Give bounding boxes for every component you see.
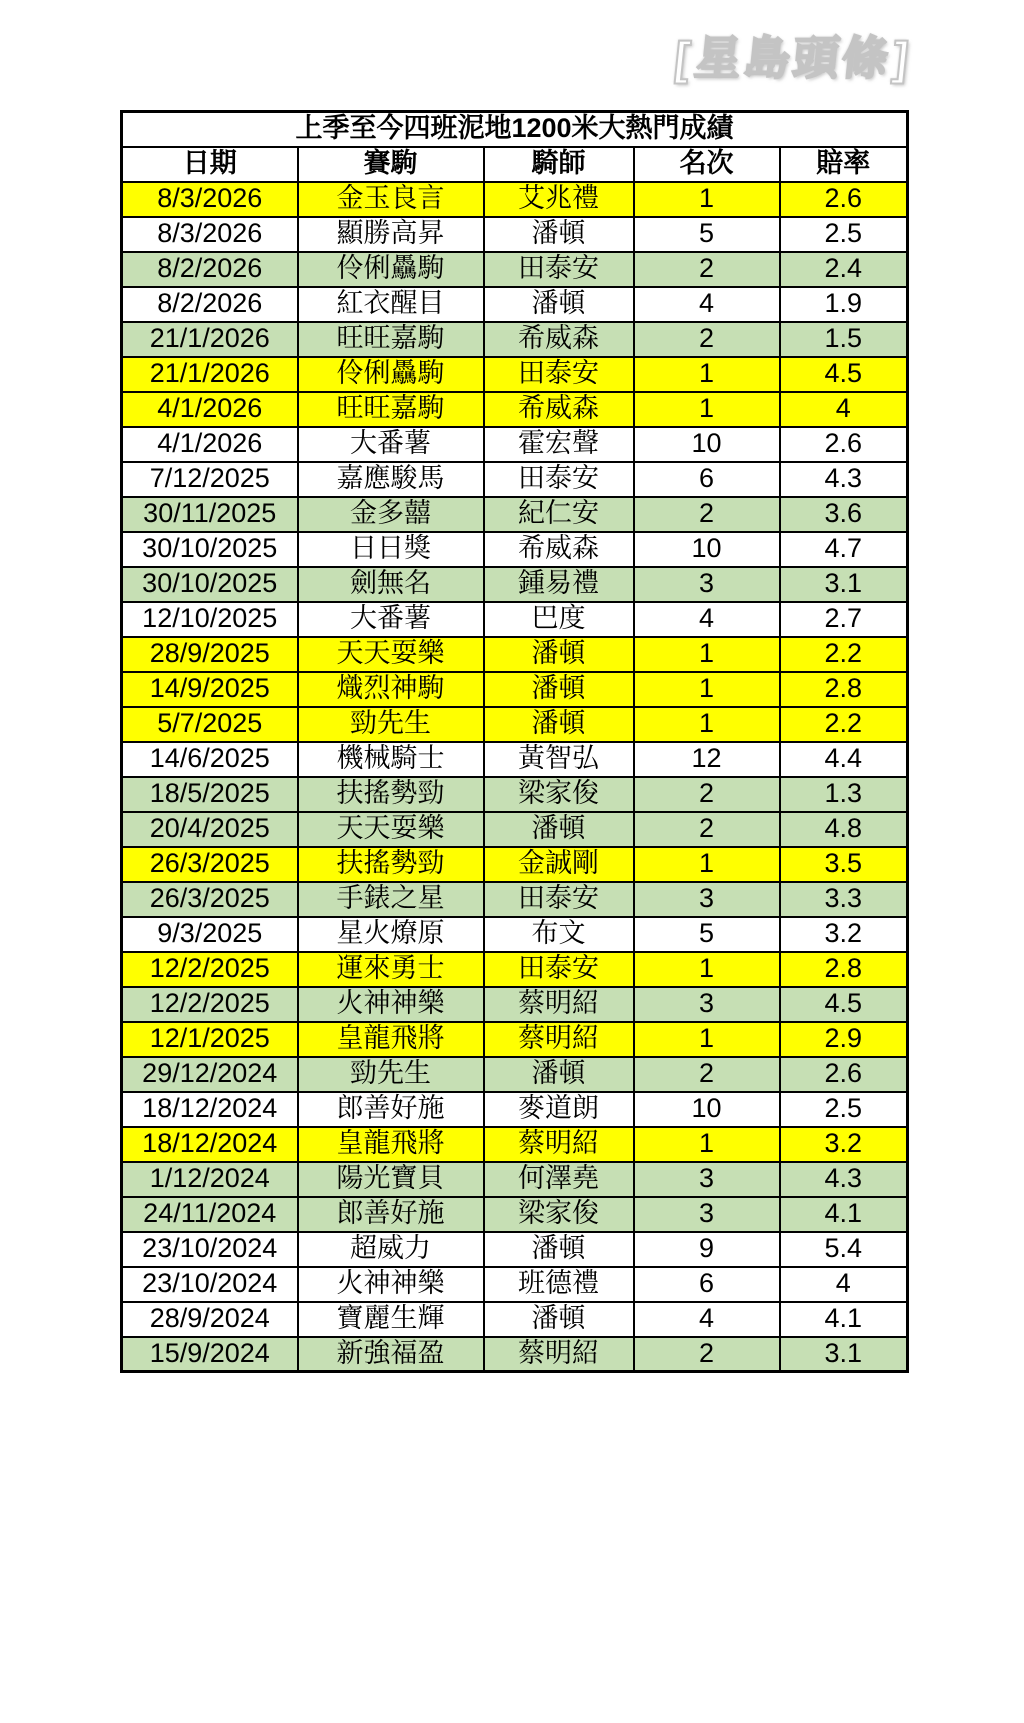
jockey-cell: 潘頓 [484,672,634,707]
odds-cell: 1.3 [780,777,908,812]
jockey-cell: 潘頓 [484,1057,634,1092]
table-row [122,1162,908,1197]
horse-cell: 皇龍飛將 [298,1022,484,1057]
position-cell: 1 [634,392,780,427]
table-row [122,1057,908,1092]
table-row [122,322,908,357]
jockey-cell: 巴度 [484,602,634,637]
jockey-cell: 何澤堯 [484,1162,634,1197]
date-cell: 1/12/2024 [122,1162,298,1197]
horse-cell: 熾烈神駒 [298,672,484,707]
date-cell: 18/12/2024 [122,1127,298,1162]
table-row [122,1022,908,1057]
column-header-date: 日期 [122,147,298,182]
odds-cell: 4.5 [780,987,908,1022]
column-header-position: 名次 [634,147,780,182]
table-row [122,812,908,847]
table-row [122,567,908,602]
results-table-body [122,182,908,1372]
date-cell: 18/12/2024 [122,1092,298,1127]
date-cell: 26/3/2025 [122,847,298,882]
position-cell: 1 [634,952,780,987]
jockey-cell: 蔡明紹 [484,1337,634,1372]
date-cell: 14/6/2025 [122,742,298,777]
jockey-cell: 艾兆禮 [484,182,634,217]
jockey-cell: 潘頓 [484,812,634,847]
odds-cell: 2.2 [780,637,908,672]
jockey-cell: 蔡明紹 [484,987,634,1022]
position-cell: 2 [634,812,780,847]
position-cell: 4 [634,602,780,637]
position-cell: 1 [634,637,780,672]
date-cell: 12/10/2025 [122,602,298,637]
horse-cell: 新強福盈 [298,1337,484,1372]
table-row [122,252,908,287]
table-row [122,357,908,392]
jockey-cell: 希威森 [484,532,634,567]
jockey-cell: 田泰安 [484,252,634,287]
date-cell: 30/11/2025 [122,497,298,532]
date-cell: 21/1/2026 [122,357,298,392]
position-cell: 5 [634,217,780,252]
position-cell: 2 [634,1057,780,1092]
position-cell: 2 [634,777,780,812]
table-row [122,847,908,882]
date-cell: 9/3/2025 [122,917,298,952]
jockey-cell: 田泰安 [484,882,634,917]
position-cell: 3 [634,987,780,1022]
jockey-cell: 潘頓 [484,1232,634,1267]
position-cell: 1 [634,1127,780,1162]
jockey-cell: 布文 [484,917,634,952]
position-cell: 2 [634,252,780,287]
date-cell: 8/3/2026 [122,217,298,252]
date-cell: 12/2/2025 [122,952,298,987]
jockey-cell: 田泰安 [484,357,634,392]
table-row [122,1127,908,1162]
odds-cell: 4 [780,392,908,427]
odds-cell: 2.2 [780,707,908,742]
position-cell: 4 [634,1302,780,1337]
odds-cell: 3.3 [780,882,908,917]
table-row [122,1232,908,1267]
table-row [122,637,908,672]
horse-cell: 天天耍樂 [298,637,484,672]
horse-cell: 日日獎 [298,532,484,567]
date-cell: 4/1/2026 [122,392,298,427]
jockey-cell: 金誠剛 [484,847,634,882]
horse-cell: 皇龍飛將 [298,1127,484,1162]
position-cell: 2 [634,497,780,532]
odds-cell: 3.2 [780,1127,908,1162]
horse-cell: 金多囍 [298,497,484,532]
position-cell: 3 [634,1197,780,1232]
odds-cell: 3.1 [780,1337,908,1372]
odds-cell: 4.5 [780,357,908,392]
date-cell: 29/12/2024 [122,1057,298,1092]
results-table [120,110,909,1373]
horse-cell: 星火燎原 [298,917,484,952]
odds-cell: 1.9 [780,287,908,322]
table-row [122,1092,908,1127]
odds-cell: 3.6 [780,497,908,532]
odds-cell: 4.8 [780,812,908,847]
date-cell: 5/7/2025 [122,707,298,742]
table-row [122,672,908,707]
position-cell: 6 [634,462,780,497]
table-row [122,497,908,532]
position-cell: 2 [634,1337,780,1372]
logo-left-bracket: [ [672,32,697,84]
odds-cell: 4 [780,1267,908,1302]
horse-cell: 陽光寶貝 [298,1162,484,1197]
date-cell: 26/3/2025 [122,882,298,917]
table-row [122,217,908,252]
jockey-cell: 梁家俊 [484,777,634,812]
date-cell: 21/1/2026 [122,322,298,357]
table-row [122,917,908,952]
date-cell: 23/10/2024 [122,1232,298,1267]
horse-cell: 火神神樂 [298,987,484,1022]
jockey-cell: 班德禮 [484,1267,634,1302]
horse-cell: 扶搖勢勁 [298,777,484,812]
position-cell: 10 [634,427,780,462]
position-cell: 3 [634,567,780,602]
table-title-row [122,112,908,147]
logo-right-bracket: ] [890,32,915,84]
horse-cell: 劍無名 [298,567,484,602]
position-cell: 10 [634,1092,780,1127]
horse-cell: 伶俐驫駒 [298,357,484,392]
date-cell: 8/2/2026 [122,252,298,287]
odds-cell: 4.1 [780,1197,908,1232]
position-cell: 1 [634,707,780,742]
odds-cell: 3.1 [780,567,908,602]
table-row [122,707,908,742]
date-cell: 28/9/2024 [122,1302,298,1337]
odds-cell: 2.6 [780,182,908,217]
horse-cell: 郎善好施 [298,1197,484,1232]
horse-cell: 紅衣醒目 [298,287,484,322]
jockey-cell: 希威森 [484,392,634,427]
date-cell: 7/12/2025 [122,462,298,497]
position-cell: 10 [634,532,780,567]
column-header-jockey: 騎師 [484,147,634,182]
sing-tao-headlines-logo [670,22,918,88]
horse-cell: 扶搖勢勁 [298,847,484,882]
jockey-cell: 蔡明紹 [484,1022,634,1057]
odds-cell: 2.5 [780,217,908,252]
date-cell: 12/1/2025 [122,1022,298,1057]
position-cell: 5 [634,917,780,952]
odds-cell: 2.5 [780,1092,908,1127]
column-header-horse: 賽駒 [298,147,484,182]
horse-cell: 旺旺嘉駒 [298,392,484,427]
horse-cell: 大番薯 [298,427,484,462]
horse-cell: 運來勇士 [298,952,484,987]
date-cell: 20/4/2025 [122,812,298,847]
horse-cell: 嘉應駿馬 [298,462,484,497]
position-cell: 6 [634,1267,780,1302]
jockey-cell: 麥道朗 [484,1092,634,1127]
table-row [122,1197,908,1232]
jockey-cell: 紀仁安 [484,497,634,532]
date-cell: 14/9/2025 [122,672,298,707]
date-cell: 8/2/2026 [122,287,298,322]
jockey-cell: 鍾易禮 [484,567,634,602]
date-cell: 15/9/2024 [122,1337,298,1372]
table-row [122,1267,908,1302]
jockey-cell: 蔡明紹 [484,1127,634,1162]
table-row [122,287,908,322]
horse-cell: 機械騎士 [298,742,484,777]
date-cell: 4/1/2026 [122,427,298,462]
position-cell: 12 [634,742,780,777]
horse-cell: 金玉良言 [298,182,484,217]
odds-cell: 4.3 [780,462,908,497]
jockey-cell: 田泰安 [484,952,634,987]
horse-cell: 勁先生 [298,1057,484,1092]
table-row [122,1337,908,1372]
table-row [122,987,908,1022]
odds-cell: 1.5 [780,322,908,357]
table-row [122,532,908,567]
position-cell: 1 [634,672,780,707]
position-cell: 1 [634,357,780,392]
horse-cell: 郎善好施 [298,1092,484,1127]
position-cell: 2 [634,322,780,357]
horse-cell: 火神神樂 [298,1267,484,1302]
table-row [122,952,908,987]
horse-cell: 大番薯 [298,602,484,637]
logo-text: 星島頭條 [692,32,895,84]
odds-cell: 2.8 [780,672,908,707]
table-row [122,392,908,427]
date-cell: 8/3/2026 [122,182,298,217]
jockey-cell: 黃智弘 [484,742,634,777]
jockey-cell: 希威森 [484,322,634,357]
jockey-cell: 潘頓 [484,637,634,672]
date-cell: 12/2/2025 [122,987,298,1022]
odds-cell: 5.4 [780,1232,908,1267]
odds-cell: 4.7 [780,532,908,567]
jockey-cell: 潘頓 [484,1302,634,1337]
date-cell: 18/5/2025 [122,777,298,812]
table-row [122,777,908,812]
odds-cell: 2.6 [780,427,908,462]
column-header-odds: 賠率 [780,147,908,182]
horse-cell: 勁先生 [298,707,484,742]
position-cell: 1 [634,1022,780,1057]
table-header-row [122,147,908,182]
date-cell: 28/9/2025 [122,637,298,672]
jockey-cell: 梁家俊 [484,1197,634,1232]
odds-cell: 3.2 [780,917,908,952]
jockey-cell: 田泰安 [484,462,634,497]
horse-cell: 天天耍樂 [298,812,484,847]
jockey-cell: 潘頓 [484,217,634,252]
horse-cell: 旺旺嘉駒 [298,322,484,357]
odds-cell: 3.5 [780,847,908,882]
odds-cell: 2.4 [780,252,908,287]
table-row [122,882,908,917]
odds-cell: 2.8 [780,952,908,987]
table-row [122,742,908,777]
position-cell: 3 [634,882,780,917]
position-cell: 4 [634,287,780,322]
odds-cell: 4.4 [780,742,908,777]
position-cell: 1 [634,182,780,217]
jockey-cell: 霍宏聲 [484,427,634,462]
position-cell: 3 [634,1162,780,1197]
horse-cell: 伶俐驫駒 [298,252,484,287]
jockey-cell: 潘頓 [484,287,634,322]
jockey-cell: 潘頓 [484,707,634,742]
odds-cell: 2.7 [780,602,908,637]
table-title: 上季至今四班泥地1200米大熱門成績 [122,112,908,147]
odds-cell: 2.6 [780,1057,908,1092]
horse-cell: 超威力 [298,1232,484,1267]
horse-cell: 手錶之星 [298,882,484,917]
date-cell: 30/10/2025 [122,567,298,602]
horse-cell: 寶麗生輝 [298,1302,484,1337]
table-row [122,182,908,217]
odds-cell: 4.3 [780,1162,908,1197]
date-cell: 30/10/2025 [122,532,298,567]
odds-cell: 2.9 [780,1022,908,1057]
position-cell: 1 [634,847,780,882]
date-cell: 24/11/2024 [122,1197,298,1232]
date-cell: 23/10/2024 [122,1267,298,1302]
position-cell: 9 [634,1232,780,1267]
odds-cell: 4.1 [780,1302,908,1337]
horse-cell: 顯勝高昇 [298,217,484,252]
table-row [122,1302,908,1337]
table-row [122,427,908,462]
table-row [122,462,908,497]
table-row [122,602,908,637]
